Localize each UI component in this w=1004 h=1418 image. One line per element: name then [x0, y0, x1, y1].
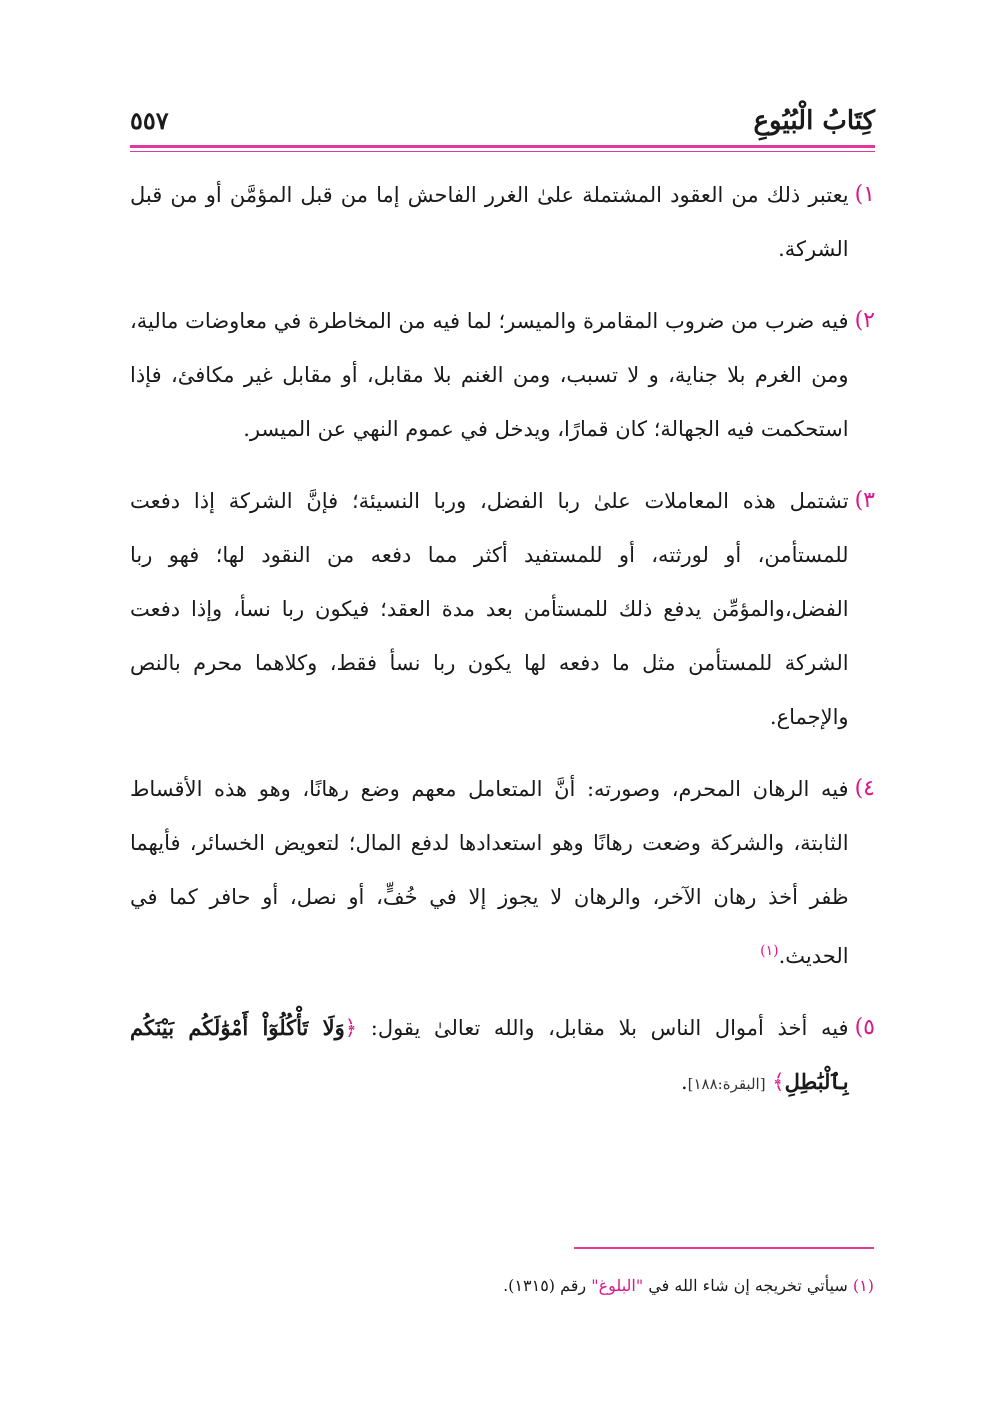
item-number: ٢) — [854, 308, 875, 333]
item-number: ١) — [854, 182, 875, 207]
item-end-punct: . — [680, 1070, 688, 1094]
item-text: تشتمل هذه المعاملات علىٰ ربا الفضل، وربا النسيئة؛ فإنَّ الشركة إذا دفعت للمستأمن، أو لورثته، أو للمستفيد أكثر مما دفعه من النقود لها؛ فهو ربا الفضل،والمؤمِّن يدفع ذلك للمستأمن بعد مدة العقد؛ فيكون ربا نسأ، وإذا دفعت الشركة للمستأمن مثل ما دفعه لها يكون ربا نسأ فقط، وكلاهما محرم بالنص والإجماع. — [130, 489, 849, 729]
page-number: ٥٥٧ — [130, 106, 169, 135]
quran-bracket-open: ﴿ — [344, 1016, 358, 1040]
item-number: ٤) — [854, 776, 875, 801]
list-item — [130, 474, 875, 744]
list-item — [130, 168, 875, 276]
quran-bracket-close: ﴾ — [772, 1070, 785, 1094]
page-header — [130, 95, 875, 145]
footnote — [129, 1272, 874, 1300]
list-item — [130, 294, 875, 456]
item-text: يعتبر ذلك من العقود المشتملة علىٰ الغرر الفاحش إما من قبل المؤمَّن أو من قبل الشركة. — [130, 183, 849, 261]
list-item — [130, 1001, 875, 1111]
footnote-quoted-title: "البلوغ" — [591, 1276, 644, 1295]
item-text: فيه ضرب من ضروب المقامرة والميسر؛ لما فيه من المخاطرة في معاوضات مالية، ومن الغرم بلا جناية، و لا تسبب، ومن الغنم بلا مقابل، أو مقابل غير مكافئ، فإذا استحكمت فيه الجهالة؛ كان قمارًا، ويدخل في عموم النهي عن الميسر. — [130, 309, 849, 441]
list-item — [130, 762, 875, 983]
footnote-text-after: رقم (١٣١٥). — [503, 1276, 587, 1295]
book-title: كِتَابُ الْبُيُوعِ — [753, 106, 875, 136]
item-text: فيه الرهان المحرم، وصورته: أنَّ المتعامل معهم وضع رهانًا، وهو هذه الأقساط الثابتة، والشركة وضعت رهانًا وهو استعدادها لدفع المال؛ لتعويض الخسائر، فأيهما ظفر أخذ رهان الآخر، والرهان لا يجوز إلا في خُفٍّ، أو نصل، أو حافر كما في الحديث. — [130, 777, 849, 968]
item-text: فيه أخذ أموال الناس بلا مقابل، والله تعالىٰ يقول: — [370, 1016, 849, 1040]
page — [130, 95, 875, 1129]
header-rule-thin — [130, 151, 875, 152]
item-text-wrap — [130, 1001, 849, 1111]
item-number: ٣) — [854, 488, 875, 513]
item-text-wrap — [130, 762, 849, 983]
footnote-text-before: سيأتي تخريجه إن شاء الله في — [648, 1276, 848, 1295]
header-rule-thick — [130, 145, 875, 148]
footnote-rule — [574, 1247, 874, 1249]
item-number: ٥) — [854, 1015, 875, 1040]
quran-verse: وَلَا تَأْكُلُوٓاْ أَمْوَٰلَكُم بَيْنَكُم بِٱلْبَٰطِلِ — [130, 1015, 849, 1094]
verse-citation: [البقرة:١٨٨] — [687, 1075, 766, 1093]
footnote-reference[interactable]: (١) — [760, 943, 779, 959]
body-list — [130, 168, 875, 1111]
footnote-number: (١) — [852, 1276, 874, 1295]
